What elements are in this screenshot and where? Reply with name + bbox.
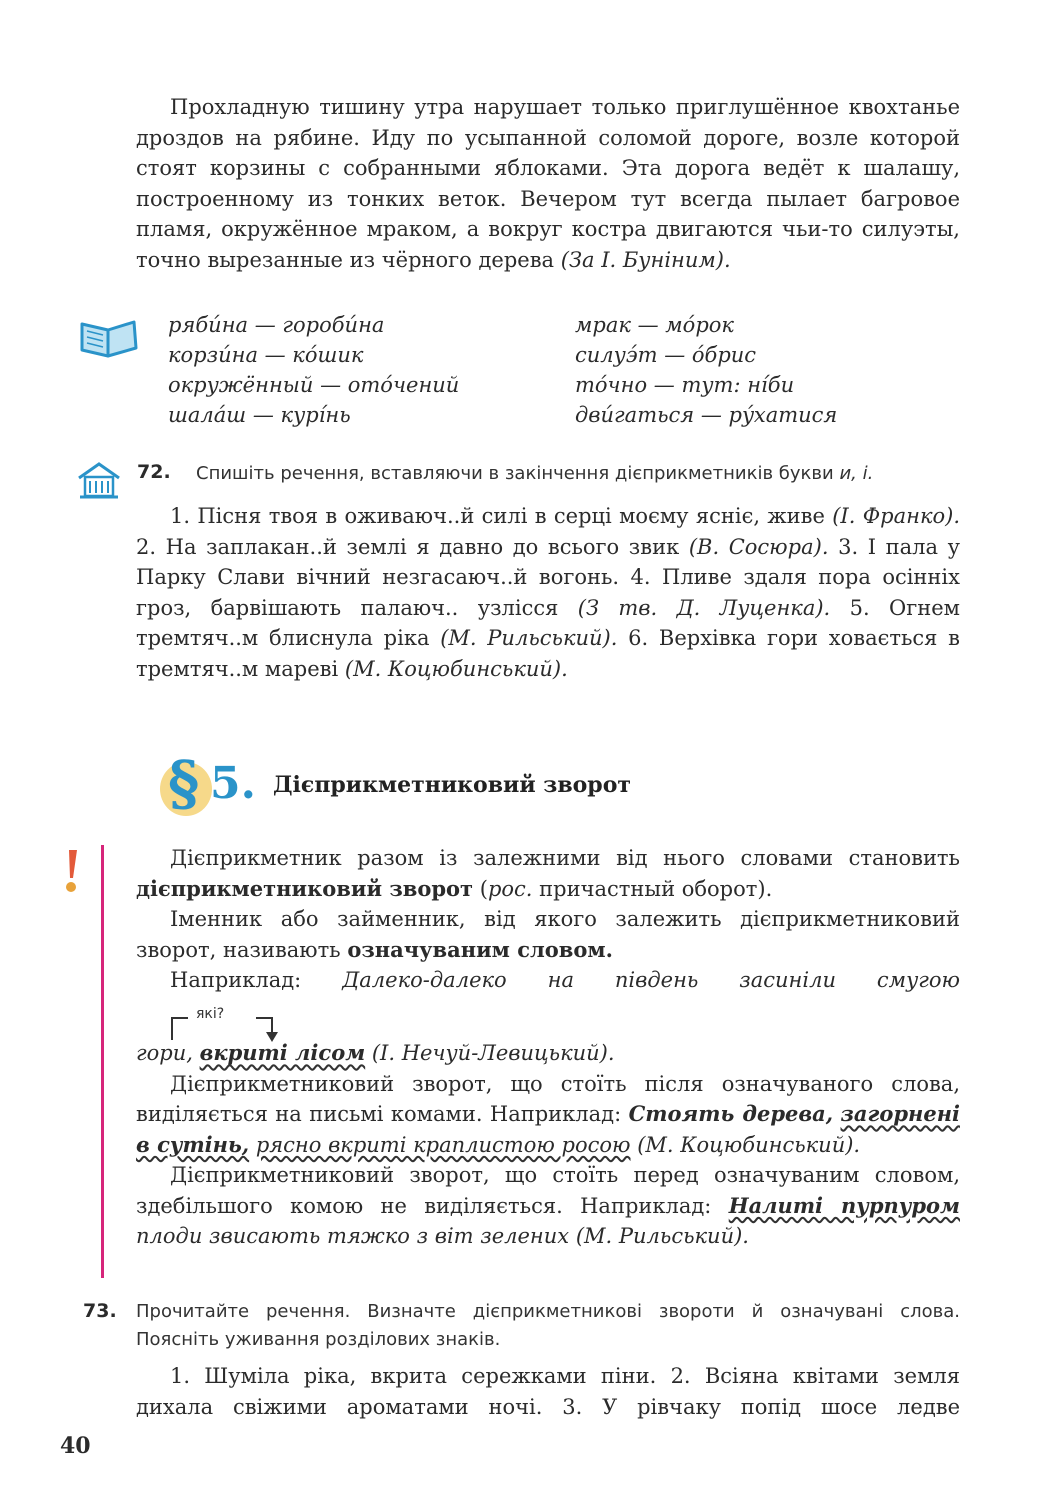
example-author: (І. Нечуй-Левицький). [371, 1041, 615, 1065]
intro-source: (За І. Буніним). [560, 247, 731, 272]
exercise-73-sentences: 1. Шуміла ріка, вкрита сережками піни. 2. Всіяна квітами земля дихала свіжими ароматами ночі. 3. У рівчаку попід шосе ледве [136, 1364, 960, 1419]
intro-paragraph [136, 92, 960, 275]
vocab-item: окружённый — отóчений [168, 373, 460, 397]
section-number: 5. [210, 758, 256, 809]
rule-text: причастный оборот). [539, 876, 773, 901]
example-phrase: Налиті пурпуром [728, 1192, 960, 1218]
exclamation-icon [58, 848, 84, 896]
exercise-73-number: 73. [83, 1300, 117, 1322]
rule-paragraph-1 [136, 843, 960, 996]
example-text: Стоять дерева, [628, 1101, 834, 1126]
vocab-item: шалáш — курíнь [168, 403, 351, 427]
sentence: 3. І пала у Парку Слави вічний незгасаюч..й вогонь. 4. Пливе здаля пора осінніх гроз, барвішають палаюч.. узлісся [136, 534, 960, 620]
exercise-72-task-text: Спишіть речення, вставляючи в закінчення дієприкметників букви [196, 463, 834, 484]
example-label: Наприклад: [170, 968, 302, 992]
vocab-item: силуэ́т — óбрис [575, 343, 757, 367]
exercise-72-text [136, 501, 960, 684]
rule-text: Дієприкметниковий зворот, що стоїть перед означуваним словом, здебільшого комою не виділяється. Наприклад: [136, 1163, 960, 1218]
exercise-73-text [136, 1361, 960, 1422]
vocab-item: рябúна — горобúна [168, 313, 385, 337]
author: (М. Рильський). [440, 626, 618, 650]
section-sign: § [168, 749, 200, 819]
intro-text: Прохладную тишину утра нарушает только приглушённое квохтанье дроздов на рябине. Иду по усыпанной соломой дороге, возле которой стоят корзины с собранными яблоками. Эта дорога ведёт к шалашу, построенному из тонких веток. Вечером тут всегда пылает багровое пламя, окружённое мраком, а вокруг костра двигаются чьи-то силуэты, точно вырезанные из чёрного дерева [136, 95, 960, 272]
sentence: 2. На заплакан..й землі я давно до всього звик [136, 534, 680, 559]
author: (І. Франко). [832, 504, 960, 528]
rule-text: Дієприкметниковий зворот, що стоїть після означуваного слова, виділяється на письмі комами. Наприклад: [136, 1071, 960, 1126]
example-phrase: вкриті лісом [199, 1040, 366, 1065]
sentence: 5. Огнем тремтяч..м блиснула ріка [136, 595, 960, 650]
exercise-72-task [196, 460, 873, 488]
rule-text: Дієприкметник разом із залежними від нього словами становить [170, 846, 960, 870]
book-icon [78, 314, 140, 360]
example-phrase: загорнені в сутінь, [136, 1101, 960, 1157]
example-author: (М. Коцюбинський). [637, 1132, 861, 1157]
author: (М. Коцюбинський). [344, 656, 568, 681]
rule-border [101, 845, 104, 1278]
exercise-72-number: 72. [137, 461, 171, 483]
rule-term: дієприкметниковий зворот [136, 875, 474, 901]
vocab-item: тóчно — тут: нíби [575, 373, 795, 397]
example-author: (М. Рильський). [575, 1224, 749, 1248]
vocab-item: мрак — мóрок [575, 313, 734, 337]
vocab-item: двúгаться — рýхатися [575, 403, 838, 427]
example-text: плоди звисають тяжко з віт зелених [136, 1224, 570, 1248]
question-label: які? [196, 1006, 225, 1022]
section-title: Дієприкметниковий зворот [273, 772, 631, 798]
author: (З тв. Д. Луценка). [577, 595, 831, 620]
rule-paragraph-2 [136, 1038, 960, 1252]
example-phrase: рясно вкриті краплистою росою [255, 1132, 631, 1157]
vocab-left-column [168, 310, 459, 430]
rule-abbrev: рос. [487, 876, 533, 901]
sentence: 6. Верхівка гори ховається в тремтяч..м мареві [136, 626, 960, 681]
rule-text: Іменник або займенник, від якого залежить дієприкметниковий зворот, називають [136, 907, 960, 962]
house-icon [76, 460, 122, 500]
vocab-right-column [575, 310, 837, 430]
exercise-72-task-letters: и, і. [839, 463, 874, 484]
rule-term: означуваним словом. [347, 936, 613, 962]
vocab-item: корзúна — кóшик [168, 343, 364, 367]
exercise-73-task: Прочитайте речення. Визначте дієприкметникові звороти й означувані слова. Поясніть уживання розділових знаків. [136, 1301, 960, 1350]
example-word: гори, [136, 1041, 193, 1065]
author: (В. Сосюра). [688, 534, 829, 559]
sentence: 1. Пісня твоя в оживаюч..й силі в серці моєму ясніє, живе [170, 504, 825, 528]
page-number: 40 [60, 1433, 91, 1459]
rule-text: ( [479, 876, 488, 901]
example-text: Далеко-далеко на південь засиніли смугою [342, 968, 960, 992]
